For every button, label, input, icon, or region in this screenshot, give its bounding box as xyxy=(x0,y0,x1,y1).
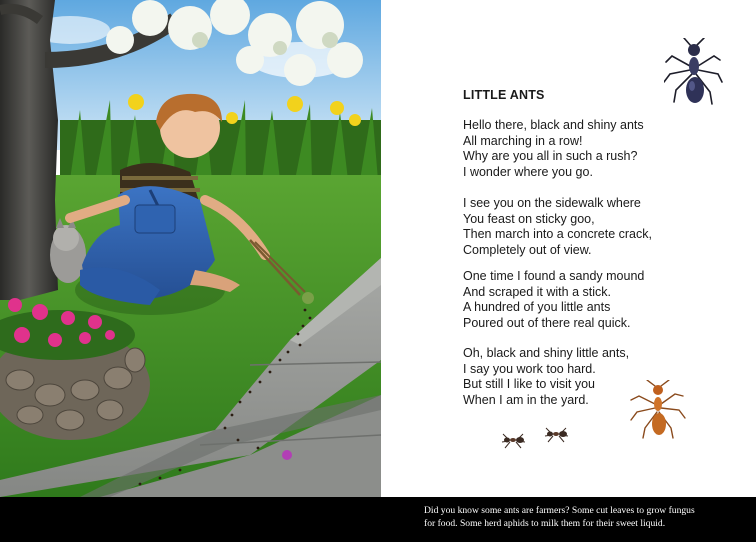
stanza-3 xyxy=(463,269,644,331)
poem-line: I see you on the sidewalk where xyxy=(463,196,641,210)
poem-title: LITTLE ANTS xyxy=(463,88,545,102)
stanza-1 xyxy=(463,118,644,180)
poem-line: I wonder where you go. xyxy=(463,164,593,179)
stanza-2 xyxy=(463,196,652,258)
small-ant-icon xyxy=(544,424,570,444)
poem-line: But still I like to visit you xyxy=(463,377,595,392)
poem-line: Why are you all in such a rush? xyxy=(463,149,638,164)
red-ant-icon xyxy=(629,380,687,442)
poem-line: Poured out of there real quick. xyxy=(463,315,631,330)
poem-line: I say you work too hard. xyxy=(463,361,596,376)
boy-with-ants-illustration xyxy=(0,0,381,497)
ant-fact-caption xyxy=(424,504,754,530)
poem-line: When I am in the yard. xyxy=(463,392,589,407)
poem-line: A hundred of you little ants xyxy=(463,300,611,315)
small-ant-icon xyxy=(501,430,527,450)
poem-line: Completely out of view. xyxy=(463,242,592,257)
poem-line: Hello there, black and shiny ants xyxy=(463,118,644,132)
poem-page xyxy=(381,0,756,497)
poem-line: Then march into a concrete crack, xyxy=(463,227,652,242)
fact-line: Did you know some ants are farmers? Some cut leaves to grow fungus xyxy=(424,505,695,516)
poem-line: All marching in a row! xyxy=(463,133,583,148)
fact-line: for food. Some herd aphids to milk them for their sweet liquid. xyxy=(424,518,666,529)
poem-line: One time I found a sandy mound xyxy=(463,269,645,283)
poem-line: And scraped it with a stick. xyxy=(463,284,611,299)
black-ant-icon xyxy=(664,38,724,110)
stanza-4 xyxy=(463,346,629,408)
poem-line: Oh, black and shiny little ants, xyxy=(463,346,630,360)
poem-line: You feast on sticky goo, xyxy=(463,211,595,226)
